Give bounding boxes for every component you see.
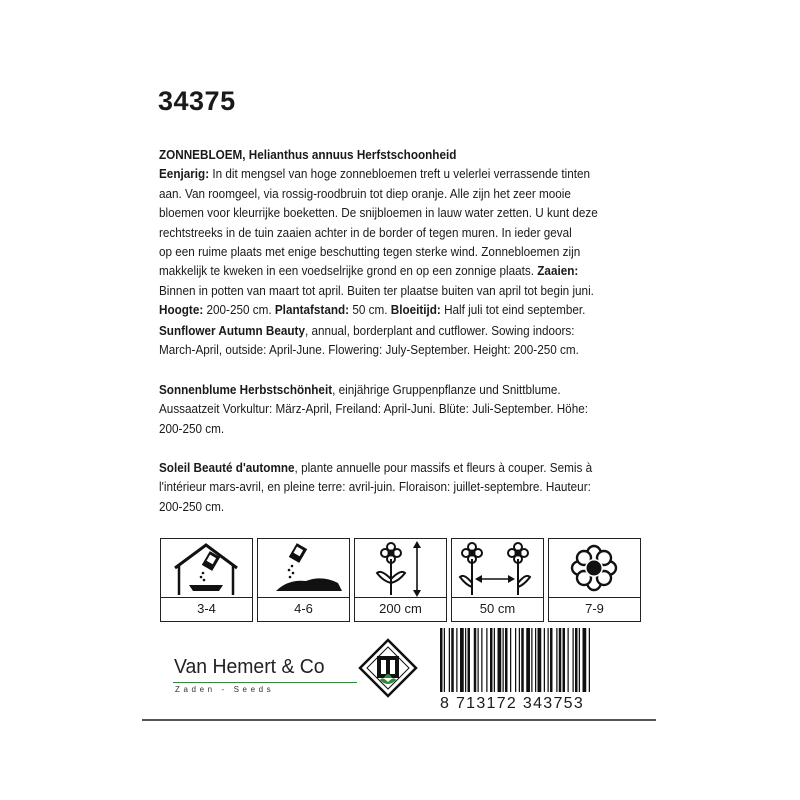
dutch-line: In dit mengsel van hoge zonnebloemen treft u velerlei verrassende tinten [209, 167, 590, 182]
sow-text: Binnen in potten van maart tot april. Buiten ter plaatse buiten van april tot begin juni. [159, 283, 594, 298]
lifecycle-label: Eenjarig: [159, 167, 210, 182]
bloom-label: Bloeitijd: [390, 303, 441, 318]
plant-height-icon [355, 539, 446, 597]
bottom-divider [142, 719, 656, 721]
spacing-value: 50 cm. [349, 303, 391, 318]
english-description [159, 322, 615, 361]
french-line: 200-250 cm. [159, 499, 225, 514]
icon-label: 4-6 [294, 601, 313, 616]
french-name: Soleil Beauté d'automne [159, 461, 295, 475]
dutch-title: ZONNEBLOEM, Helianthus annuus Herfstschoonheid [159, 148, 457, 162]
english-name: Sunflower Autumn Beauty [159, 324, 305, 338]
height-label: Hoogte: [159, 303, 204, 318]
dutch-line: aan. Van roomgeel, via rossig-roodbruin tot diep oranje. Alle zijn het zeer mooie [159, 186, 571, 201]
brand-name: Van Hemert & Co [174, 656, 325, 678]
french-line: , plante annuelle pour massifs et fleurs à couper. Semis à [294, 461, 593, 475]
icon-label: 3-4 [197, 601, 216, 616]
icon-box-indoor-sowing [160, 538, 253, 622]
dutch-description [159, 146, 615, 321]
indoor-sowing-house-icon [161, 539, 252, 597]
icon-label: 7-9 [585, 601, 604, 616]
german-line: Aussaatzeit Vorkultur: März-April, Freiland: April-Juni. Blüte: Juli-September. Höhe: [159, 402, 588, 417]
icon-box-flowering [548, 538, 641, 622]
icon-label: 50 cm [479, 601, 516, 616]
german-line: , einjährige Gruppenpflanze und Snittblume. [332, 383, 561, 397]
sow-label: Zaaien: [537, 264, 579, 279]
english-line: March-April, outside: April-June. Flowering: July-September. Height: 200-250 cm. [159, 343, 579, 358]
spacing-label: Plantafstand: [274, 303, 350, 318]
german-description [159, 381, 615, 439]
cultivation-icons [160, 538, 640, 624]
dutch-line: makkelijk te kweken in een voedselrijke grond en op een zonnige plaats. [159, 264, 538, 279]
german-line: 200-250 cm. [159, 421, 225, 436]
french-line: l'intérieur mars-avril, en pleine terre: avril-juin. Floraison: juillet-septembre. Hauteur: [159, 480, 591, 495]
dutch-line: op een ruime plaats met enige beschutting tegen sterke wind. Zonnebloemen zijn [159, 245, 581, 260]
brand-logo-icon [358, 638, 418, 698]
plant-spacing-icon [452, 539, 543, 597]
icon-box-plant-height [354, 538, 447, 622]
icon-box-plant-spacing [451, 538, 544, 622]
german-name: Sonnenblume Herbstschönheit [159, 383, 333, 397]
english-line: , annual, borderplant and cutflower. Sowing indoors: [304, 324, 575, 338]
brand-tagline: Zaden - Seeds [175, 685, 275, 694]
outdoor-sowing-soil-icon [258, 539, 349, 597]
barcode-digits: 8 713172 343753 [440, 695, 585, 712]
dutch-line: rechtstreeks in de tuin zaaien achter in de border of tegen muren. In ieder geval [159, 225, 572, 240]
product-code: 34375 [158, 86, 236, 116]
bloom-value: Half juli tot eind september. [440, 303, 586, 318]
brand-underline [173, 682, 357, 683]
dutch-line: bloemen voor kleurrijke boeketten. De snijbloemen in lauw water zetten. U kunt deze [159, 206, 598, 221]
icon-box-outdoor-sowing [257, 538, 350, 622]
flowering-time-icon [549, 539, 640, 597]
icon-label: 200 cm [379, 601, 422, 616]
height-value: 200-250 cm. [203, 303, 275, 318]
french-description [159, 459, 615, 517]
